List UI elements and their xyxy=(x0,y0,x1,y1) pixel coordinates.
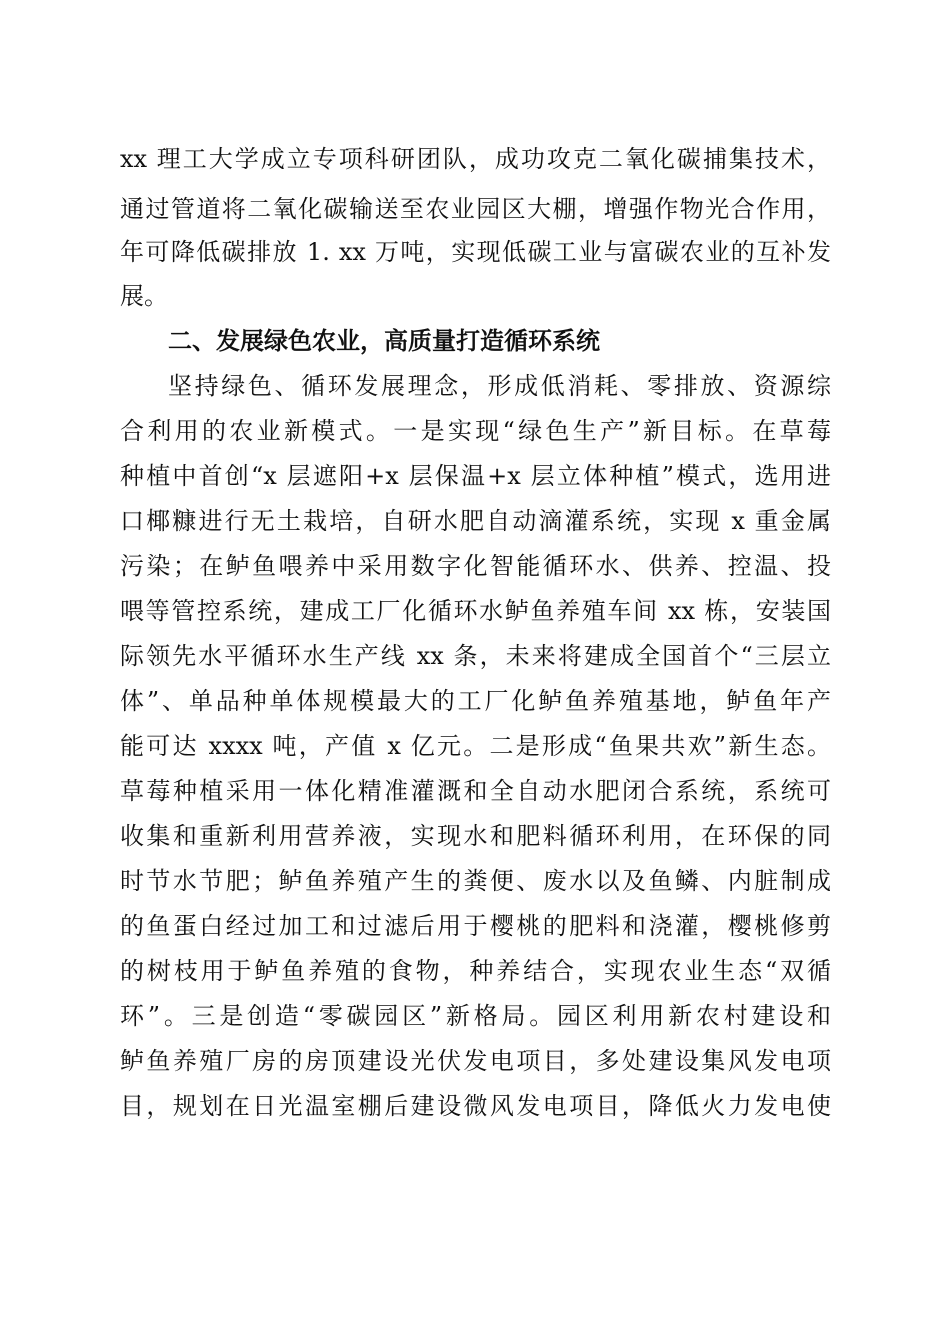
paragraph-line: 际领先水平循环水生产线 xx 条，未来将建成全国首个“三层立 xyxy=(120,642,831,670)
paragraph-line: 口椰糠进行无土栽培，自研水肥自动滴灌系统，实现 x 重金属 xyxy=(120,507,831,535)
paragraph-line: 收集和重新利用营养液，实现水和肥料循环利用，在环保的同 xyxy=(120,822,831,850)
paragraph-line: 鲈鱼养殖厂房的房顶建设光伏发电项目，多处建设集风发电项 xyxy=(120,1047,831,1075)
paragraph-line: 的树枝用于鲈鱼养殖的食物，种养结合，实现农业生态“双循 xyxy=(120,957,831,985)
paragraph-line: 草莓种植采用一体化精准灌溉和全自动水肥闭合系统，系统可 xyxy=(120,777,831,805)
paragraph-line: 种植中首创“x 层遮阳+x 层保温+x 层立体种植”模式，选用进 xyxy=(120,462,831,490)
paragraph-line: 展。 xyxy=(120,282,168,310)
paragraph-line: 体”、单品种单体规模最大的工厂化鲈鱼养殖基地，鲈鱼年产 xyxy=(120,687,831,715)
paragraph-line: 时节水节肥；鲈鱼养殖产生的粪便、废水以及鱼鳞、内脏制成 xyxy=(120,867,831,895)
paragraph-line: 污染；在鲈鱼喂养中采用数字化智能循环水、供养、控温、投 xyxy=(120,552,831,580)
paragraph-line: 喂等管控系统，建成工厂化循环水鲈鱼养殖车间 xx 栋，安装国 xyxy=(120,597,831,625)
paragraph-line: 通过管道将二氧化碳输送至农业园区大棚，增强作物光合作用， xyxy=(120,195,831,223)
paragraph-line: 坚持绿色、循环发展理念，形成低消耗、零排放、资源综 xyxy=(168,372,831,400)
paragraph-line: 合利用的农业新模式。一是实现“绿色生产”新目标。在草莓 xyxy=(120,417,831,445)
paragraph-line: 能可达 xxxx 吨，产值 x 亿元。二是形成“鱼果共欢”新生态。 xyxy=(120,732,831,760)
paragraph-line: 年可降低碳排放 1. xx 万吨，实现低碳工业与富碳农业的互补发 xyxy=(120,238,831,266)
paragraph-line: 的鱼蛋白经过加工和过滤后用于樱桃的肥料和浇灌，樱桃修剪 xyxy=(120,912,831,940)
section-heading: 二、发展绿色农业，高质量打造循环系统 xyxy=(168,327,600,355)
paragraph-line: xx 理工大学成立专项科研团队，成功攻克二氧化碳捕集技术， xyxy=(120,145,831,173)
paragraph-line: 目，规划在日光温室棚后建设微风发电项目，降低火力发电使 xyxy=(120,1092,831,1120)
paragraph-line: 环”。三是创造“零碳园区”新格局。园区利用新农村建设和 xyxy=(120,1002,831,1030)
